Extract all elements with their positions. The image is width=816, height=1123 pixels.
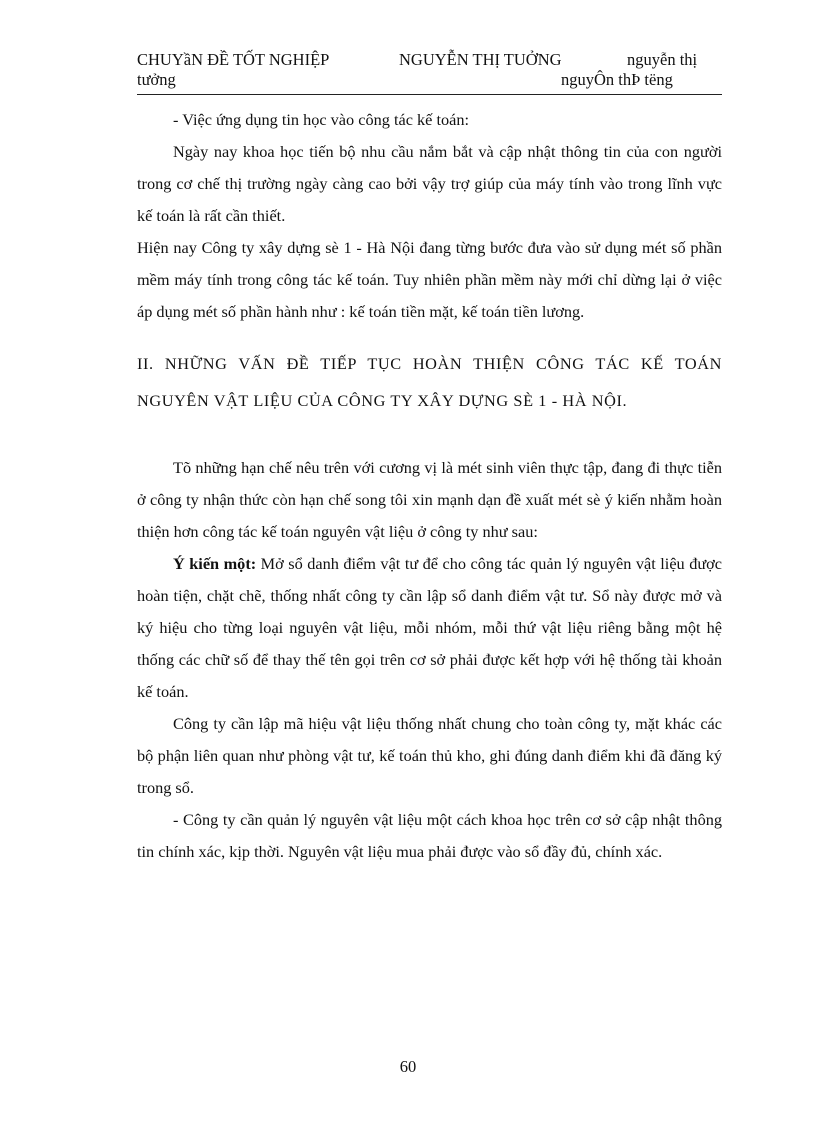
paragraph-material-codes: Công ty cần lập mã hiệu vật liệu thống nhất chung cho toàn công ty, mặt khác các bộ phận liên quan như phòng vật tư, kế toán thủ kho, ghi đúng danh điểm khi đã đăng ký trong sổ. [137, 714, 722, 797]
paragraph-scientific-management: - Công ty cần quản lý nguyên vật liệu một cách khoa học trên cơ sở cập nhật thông tin chính xác, kịp thời. Nguyên vật liệu mua phải được vào sổ đầy đủ, chính xác. [137, 810, 722, 861]
header-author-name-garbled: nguyÔn thÞ tëng [561, 70, 673, 89]
section-heading: II. NHỮNG VẤN ĐỀ TIẾP TỤC HOÀN THIỆN CÔNG TÁC KẾ TOÁN NGUYÊN VẬT LIỆU CỦA CÔNG TY XÂY DỰNG SÈ 1 - HÀ NỘI. [137, 354, 722, 410]
header-author-name-lower: nguyễn thị [627, 50, 698, 69]
paragraph-it-application-heading: - Việc ứng dụng tin học vào công tác kế toán: [173, 110, 470, 129]
paragraph-it-importance: Ngày nay khoa học tiến bộ nhu cầu nắm bắt và cập nhật thông tin của con người trong cơ chế thị trường ngày càng cao bởi vậy trợ giúp của máy tính vào trong lĩnh vực kế toán là rất cần thiết. [137, 142, 722, 225]
paragraph-first-opinion [137, 548, 722, 708]
first-opinion-text: Mở sổ danh điểm vật tư để cho công tác quản lý nguyên vật liệu được hoàn tiện, chặt chẽ, thống nhất công ty cần lập sổ danh điểm vật tư. Sổ này được mở và ký hiệu cho từng loại nguyên vật liệu, mỗi nhóm, mỗi thứ vật liệu riêng bằng một hệ thống các chữ số để thay thế tên gọi trên cơ sở phải được kết hợp với hệ thống tài khoản kế toán. [137, 554, 722, 701]
page-header [137, 48, 722, 95]
paragraph-introduction: Tõ những hạn chế nêu trên với cương vị là mét sinh viên thực tập, đang đi thực tiễn ở công ty nhận thức còn hạn chế song tôi xin mạnh dạn đề xuất mét sè ý kiến nhằm hoàn thiện hơn công tác kế toán nguyên vật liệu ở công ty như sau: [137, 458, 722, 541]
header-author-name: NGUYỄN THỊ TUỞNG [399, 50, 562, 69]
header-author-name-cont: tưởng [137, 70, 176, 89]
page-number: 60 [399, 1057, 417, 1076]
first-opinion-label: Ý kiến một: [173, 554, 257, 573]
header-thesis-title: CHUYầN ĐỀ TỐT NGHIỆP [137, 50, 330, 69]
document-body [137, 104, 722, 868]
paragraph-current-software-use: Hiện nay Công ty xây dựng sè 1 - Hà Nội đang từng bước đưa vào sử dụng mét số phần mềm máy tính trong công tác kế toán. Tuy nhiên phần mềm này mới chỉ dừng lại ở việc áp dụng mét số phần hành như : kế toán tiền mặt, kế toán tiền lương. [137, 238, 722, 321]
